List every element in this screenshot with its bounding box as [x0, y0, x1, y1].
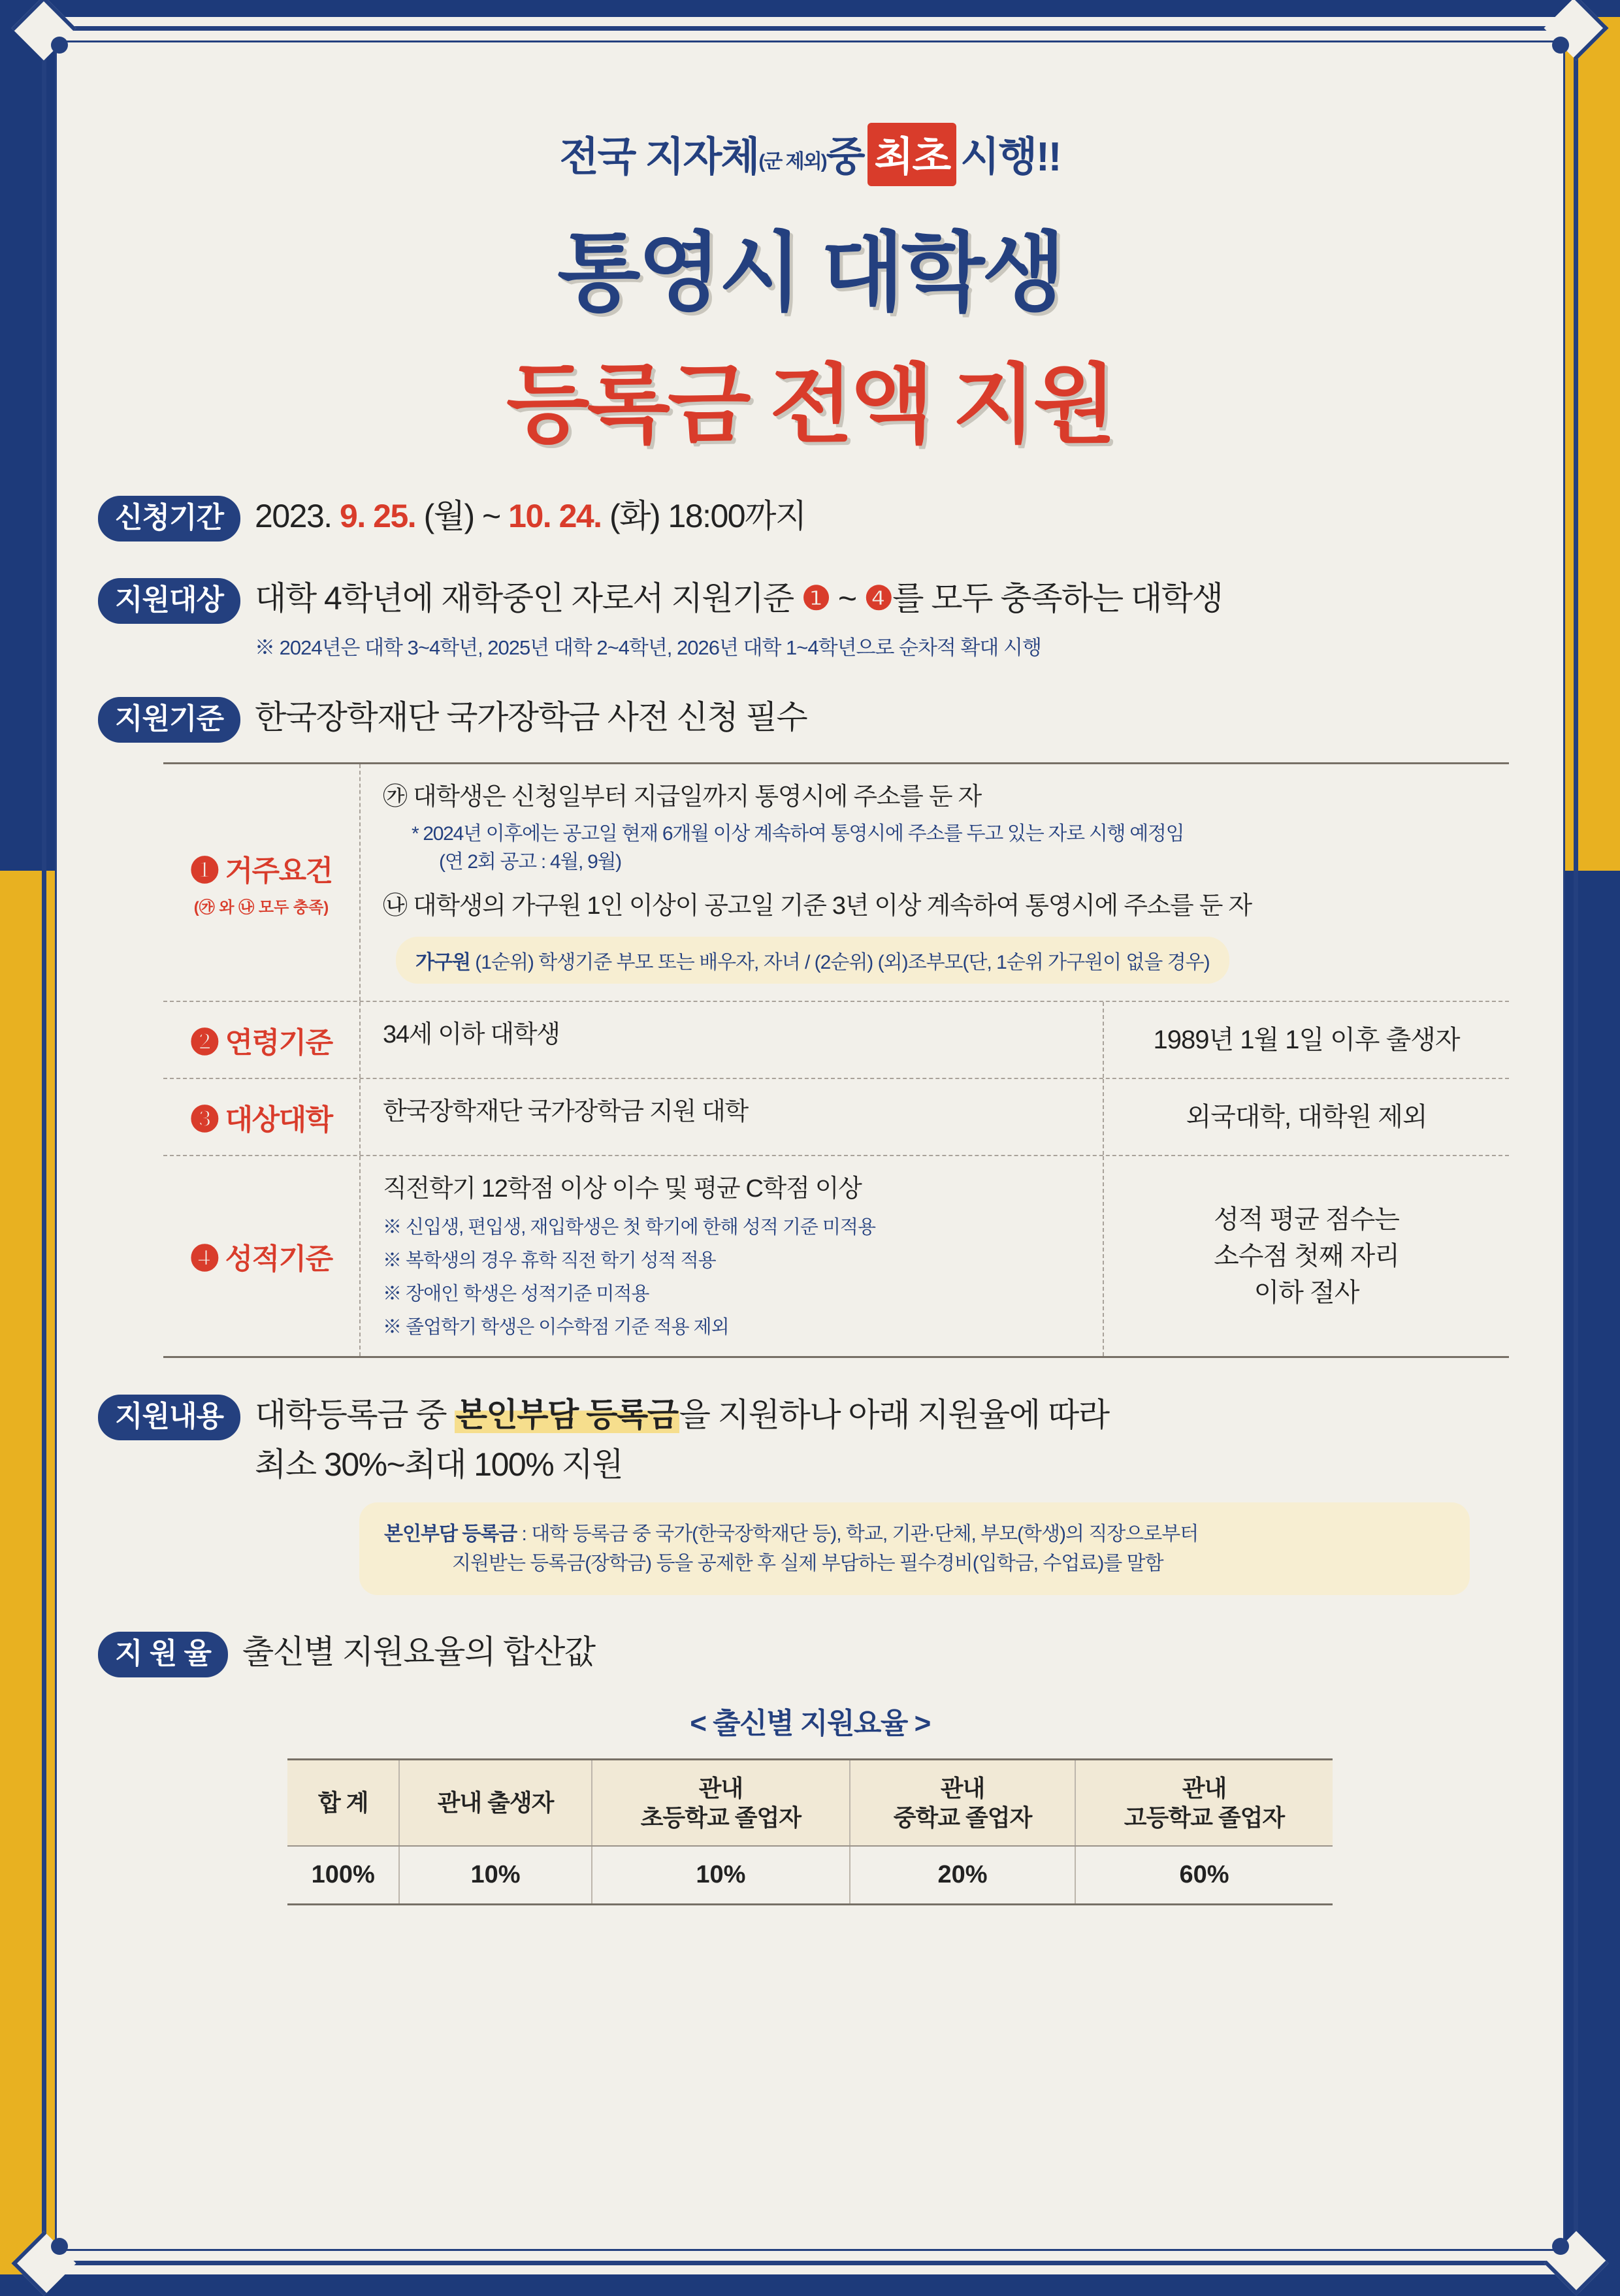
criteria-row-age-label [163, 1002, 359, 1078]
target-text-a: 대학 4학년에 재학중인 자로서 지원기준 [255, 580, 802, 617]
criteria-header-text: 한국장학재단 국가장학금 사전 신청 필수 [255, 698, 807, 736]
target-text-b: ~ [830, 580, 864, 617]
rate-col-elementary-l1: 관내 [698, 1774, 743, 1802]
criteria-row-university-label [163, 1079, 359, 1155]
criteria-1-subtitle: (㉮ 와 ㉯ 모두 충족) [193, 899, 329, 917]
apply-period-start: 9. 25. [340, 498, 416, 534]
kicker-post: 시행!! [960, 135, 1061, 180]
kicker-pre: 전국 지자체 [559, 135, 759, 180]
criteria-4-right-line3: 이하 절사 [1254, 1278, 1359, 1307]
apply-period-label: 신청기간 [98, 496, 240, 542]
rate-table-value-row [287, 1846, 1333, 1905]
page-title-line2: 등록금 전액 지원 [506, 357, 1114, 453]
criteria-row-residency-label [163, 764, 359, 1001]
support-line2: 최소 30%~최대 100% 지원 [255, 1446, 623, 1483]
rate-col-middle [850, 1759, 1075, 1846]
apply-period-end: 10. 24. [508, 498, 602, 534]
criteria-4-note-2: ※ 복학생의 경우 휴학 직전 학기 성적 적용 [383, 1250, 716, 1271]
household-badge-text: (1순위) 학생기준 부모 또는 배우자, 자녀 / (2순위) (외)조부모(단, 1순위 가구원이 없을 경우) [470, 952, 1210, 974]
support-line1-a: 대학등록금 중 [255, 1396, 455, 1433]
rate-col-high-l1: 관내 [1182, 1774, 1227, 1802]
page-title-line1: 통영시 대학생 [557, 225, 1063, 321]
rate-col-middle-l1: 관내 [940, 1774, 985, 1802]
apply-period-end-day: (화) 18:00까지 [609, 498, 806, 534]
criteria-header-row [98, 697, 1522, 743]
target-text-c: 를 모두 충족하는 대학생 [892, 580, 1223, 617]
kicker-line [98, 123, 1522, 186]
rate-col-elementary-l2: 초등학교 졸업자 [640, 1803, 802, 1831]
criteria-4-title: ❹ 성적기준 [190, 1242, 332, 1275]
target-num-4: ❹ [864, 580, 893, 617]
rate-col-high [1075, 1759, 1333, 1846]
target-num-1: ❶ [802, 580, 830, 617]
corner-dot-top-right [1552, 37, 1569, 54]
corner-dot-top-left [51, 37, 68, 54]
support-row [98, 1395, 1522, 1485]
household-definition-badge [396, 937, 1229, 984]
kicker-mid: 중 [826, 135, 864, 180]
self-burden-desc2: 지원받는 등록금(장학금) 등을 공제한 후 실제 부담하는 필수경비(입학금, 수업료)를 말함 [452, 1552, 1163, 1574]
criteria-3-left-text: 한국장학재단 국가장학금 지원 대학 [383, 1098, 748, 1126]
corner-dot-bottom-left [51, 2238, 68, 2255]
corner-dot-bottom-right [1552, 2238, 1569, 2255]
criteria-row-grades [163, 1156, 1509, 1357]
criteria-1-line-a-note: * 2024년 이후에는 공고일 현재 6개월 이상 계속하여 통영시에 주소를 두고 있는 자로 시행 예정임 [412, 822, 1184, 845]
criteria-row-grades-label [163, 1156, 359, 1355]
criteria-1-line-a: ㉮ 대학생은 신청일부터 지급일까지 통영시에 주소를 둔 자 [383, 783, 981, 811]
rate-table-header-row [287, 1759, 1333, 1846]
self-burden-term: 본인부담 등록금 [384, 1523, 517, 1545]
rate-value-total: 100% [287, 1846, 399, 1905]
target-row [98, 578, 1522, 660]
rate-value-middle: 20% [850, 1846, 1075, 1905]
criteria-2-right-text: 1989년 1월 1일 이후 출생자 [1153, 1026, 1460, 1055]
household-badge-bold: 가구원 [415, 952, 470, 974]
poster-content [98, 98, 1522, 1905]
criteria-1-line-a-note2: (연 2회 공고 : 4월, 9월) [439, 850, 621, 873]
criteria-3-body [359, 1079, 1104, 1155]
apply-period-prefix: 2023. [255, 498, 332, 534]
rate-col-total [287, 1759, 399, 1846]
criteria-4-right-line2: 소수점 첫째 자리 [1214, 1241, 1399, 1270]
criteria-1-line-b: ㉯ 대학생의 가구원 1인 이상이 공고일 기준 3년 이상 계속하여 통영시에 주소를 둔 자 [383, 892, 1252, 920]
criteria-2-body [359, 1002, 1104, 1078]
rate-col-elementary [592, 1759, 850, 1846]
criteria-4-right-text [1104, 1156, 1509, 1355]
rate-col-born-l1: 관내 출생자 [437, 1789, 554, 1817]
criteria-label: 지원기준 [98, 697, 240, 743]
bottom-edge-band [0, 2274, 1620, 2291]
rate-table [287, 1758, 1333, 1905]
support-label: 지원내용 [98, 1395, 240, 1440]
criteria-3-right-text: 외국대학, 대학원 제외 [1186, 1103, 1427, 1132]
criteria-2-title: ❷ 연령기준 [190, 1027, 332, 1059]
target-note: ※ 2024년은 대학 3~4학년, 2025년 대학 2~4학년, 2026년 대학 1~4학년으로 순차적 확대 시행 [255, 636, 1041, 659]
criteria-1-body [359, 764, 1509, 1001]
support-line1-highlight: 본인부담 등록금 [455, 1396, 678, 1433]
criteria-table [163, 762, 1509, 1358]
support-line1 [255, 1395, 1522, 1436]
rate-value-born: 10% [399, 1846, 591, 1905]
criteria-4-body [359, 1156, 1104, 1355]
criteria-4-note-3: ※ 장애인 학생은 성적기준 미적용 [383, 1283, 649, 1304]
self-burden-desc: : 대학 등록금 중 국가(한국장학재단 등), 학교, 기관·단체, 부모(학생)의 직장으로부터 [517, 1523, 1199, 1545]
rate-col-middle-l2: 중학교 졸업자 [893, 1803, 1032, 1831]
rate-row [98, 1632, 1522, 1677]
target-label: 지원대상 [98, 578, 240, 624]
criteria-row-university [163, 1079, 1509, 1156]
rate-col-born [399, 1759, 591, 1846]
criteria-1-title: ❶ 거주요건 [190, 855, 332, 888]
rate-table-wrap [287, 1758, 1333, 1905]
rate-text: 출신별 지원요율의 합산값 [242, 1633, 595, 1670]
kicker-small: (군 제외) [758, 151, 826, 172]
self-burden-definition-box [359, 1502, 1470, 1595]
criteria-4-note-4: ※ 졸업학기 학생은 이수학점 기준 적용 제외 [383, 1316, 729, 1338]
rate-col-total-l1: 합 계 [317, 1789, 368, 1817]
criteria-row-residency [163, 764, 1509, 1003]
rate-col-high-l2: 고등학교 졸업자 [1124, 1803, 1285, 1831]
rate-label: 지 원 율 [98, 1632, 228, 1677]
criteria-4-note-1: ※ 신입생, 편입생, 재입학생은 첫 학기에 한해 성적 기준 미적용 [383, 1216, 875, 1238]
criteria-4-right-line1: 성적 평균 점수는 [1214, 1205, 1399, 1234]
rate-table-title: < 출신별 지원요율 > [690, 1707, 930, 1739]
kicker-highlight: 최초 [867, 123, 956, 186]
criteria-row-age [163, 1002, 1509, 1079]
apply-period-row [98, 496, 1522, 542]
rate-value-elementary: 10% [592, 1846, 850, 1905]
rate-value-high: 60% [1075, 1846, 1333, 1905]
apply-period-value [255, 496, 1522, 537]
criteria-2-left-text: 34세 이하 대학생 [383, 1021, 560, 1049]
top-edge-band [0, 0, 1620, 17]
criteria-4-left-text: 직전학기 12학점 이상 이수 및 평균 C학점 이상 [383, 1175, 862, 1203]
apply-period-start-day: (월) ~ [423, 498, 500, 534]
support-line1-b: 을 지원하나 아래 지원율에 따라 [679, 1396, 1109, 1433]
criteria-3-title: ❸ 대상대학 [190, 1104, 332, 1137]
target-value [255, 578, 1522, 619]
